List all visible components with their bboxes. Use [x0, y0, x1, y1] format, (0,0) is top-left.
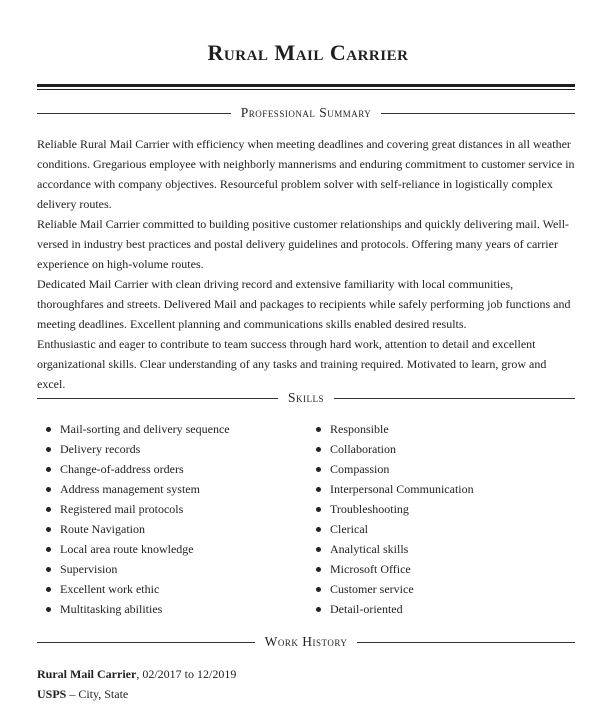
skills-list-right: [308, 419, 474, 619]
skill-item: [308, 419, 474, 439]
skill-label: Customer service: [330, 582, 414, 596]
skill-item: [38, 459, 230, 479]
skill-label: Compassion: [330, 462, 390, 476]
bullet-icon: [316, 467, 321, 472]
skill-item: [38, 559, 230, 579]
skill-item: [308, 459, 474, 479]
skill-item: [38, 599, 230, 619]
skill-label: Detail-oriented: [330, 602, 403, 616]
job-title: Rural Mail Carrier: [37, 667, 137, 681]
skill-item: [308, 559, 474, 579]
title-rule-thick: [37, 84, 575, 87]
bullet-icon: [46, 547, 51, 552]
bullet-icon: [316, 447, 321, 452]
skill-label: Collaboration: [330, 442, 396, 456]
skill-item: [308, 519, 474, 539]
skill-label: Route Navigation: [60, 522, 145, 536]
section-divider-left: [37, 642, 255, 643]
bullet-icon: [316, 547, 321, 552]
skill-item: [308, 479, 474, 499]
bullet-icon: [316, 487, 321, 492]
skill-item: [38, 519, 230, 539]
skill-item: [38, 439, 230, 459]
skill-label: Registered mail protocols: [60, 502, 184, 516]
work-history-section-header: [37, 634, 575, 650]
skill-label: Responsible: [330, 422, 389, 436]
employer-name: USPS: [37, 687, 67, 701]
summary-paragraph: Reliable Mail Carrier committed to building positive customer relationships and quickly delivering mail. Well-versed in industry best practices and postal delivery guidelines and protocols. Offering many years of carrier experience on high-volume routes.: [37, 217, 570, 271]
summary-paragraph: Enthusiastic and eager to contribute to team success through hard work, attention to detail and excellent organizational skills. Clear understanding of any tasks and training required. Motivated to learn, grow and excel.: [37, 337, 547, 391]
job-title-line: [37, 664, 575, 684]
summary-heading: Professional Summary: [240, 105, 372, 120]
section-divider-left: [37, 398, 278, 399]
skill-label: Supervision: [60, 562, 118, 576]
bullet-icon: [316, 527, 321, 532]
skill-item: [38, 579, 230, 599]
employer-line: [37, 684, 575, 704]
professional-summary: [37, 134, 575, 394]
section-divider-right: [381, 113, 575, 114]
bullet-icon: [46, 427, 51, 432]
skill-label: Delivery records: [60, 442, 141, 456]
bullet-icon: [316, 427, 321, 432]
skill-item: [38, 499, 230, 519]
skill-item: [308, 499, 474, 519]
bullet-icon: [46, 487, 51, 492]
bullet-icon: [316, 507, 321, 512]
skill-label: Microsoft Office: [330, 562, 411, 576]
skill-item: [38, 419, 230, 439]
skill-label: Local area route knowledge: [60, 542, 194, 556]
skill-label: Address management system: [60, 482, 200, 496]
summary-section-header: [37, 105, 575, 121]
work-history-heading: Work History: [264, 634, 348, 649]
skill-label: Analytical skills: [330, 542, 409, 556]
skills-section-header: [37, 390, 575, 406]
skill-label: Clerical: [330, 522, 368, 536]
resume-title: Rural Mail Carrier: [207, 40, 409, 65]
summary-paragraph: Dedicated Mail Carrier with clean driving record and extensive familiarity with local communities, thoroughfares and streets. Delivered Mail and packages to recipients while safely performing job functions and meeting deadlines. Excellent planning and communications skills enabled desired results.: [37, 277, 571, 331]
skill-label: Interpersonal Communication: [330, 482, 474, 496]
bullet-icon: [46, 527, 51, 532]
skill-item: [38, 479, 230, 499]
bullet-icon: [46, 587, 51, 592]
bullet-icon: [46, 507, 51, 512]
title-rule-thin: [37, 89, 575, 90]
section-divider-left: [37, 113, 231, 114]
bullet-icon: [46, 567, 51, 572]
skill-label: Mail-sorting and delivery sequence: [60, 422, 230, 436]
job-dates: , 02/2017 to 12/2019: [136, 667, 237, 681]
summary-paragraph: Reliable Rural Mail Carrier with efficiency when meeting deadlines and covering great distances in all weather conditions. Gregarious employee with neighborly mannerisms and enduring commitment to customer service in accordance with company objectives. Resourceful problem solver with self-reliance in logistically complex delivery routes.: [37, 137, 575, 211]
skill-item: [308, 599, 474, 619]
skills-list-left: [38, 419, 230, 619]
bullet-icon: [316, 567, 321, 572]
section-divider-right: [357, 642, 575, 643]
skill-label: Change-of-address orders: [60, 462, 184, 476]
bullet-icon: [46, 467, 51, 472]
skills-heading: Skills: [288, 390, 325, 405]
skill-label: Excellent work ethic: [60, 582, 160, 596]
skill-item: [308, 539, 474, 559]
bullet-icon: [316, 587, 321, 592]
employer-location: – City, State: [66, 687, 129, 701]
skill-label: Multitasking abilities: [60, 602, 163, 616]
skill-item: [38, 539, 230, 559]
bullet-icon: [46, 447, 51, 452]
section-divider-right: [334, 398, 575, 399]
skill-item: [308, 439, 474, 459]
skill-item: [308, 579, 474, 599]
bullet-icon: [46, 607, 51, 612]
skill-label: Troubleshooting: [330, 502, 409, 516]
bullet-icon: [316, 607, 321, 612]
